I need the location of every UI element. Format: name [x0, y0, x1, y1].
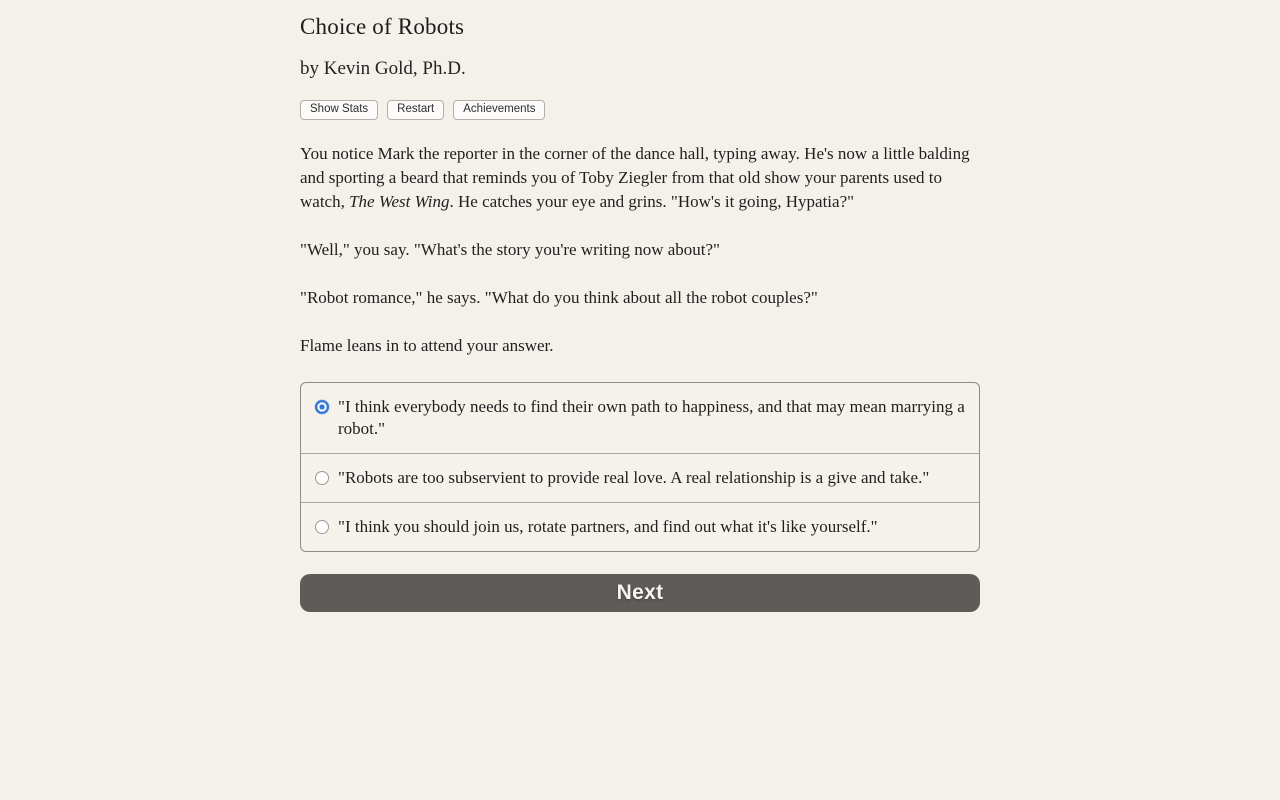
story-paragraph-text: . He catches your eye and grins. "How's it going, Hypatia?": [449, 192, 855, 212]
show-stats-button[interactable]: Show Stats: [300, 100, 378, 120]
story-paragraph: [300, 142, 980, 214]
choice-option-label: "I think you should join us, rotate partners, and find out what it's like yourself.": [338, 517, 878, 537]
game-page: [300, 0, 980, 612]
author-line: by Kevin Gold, Ph.D.: [300, 58, 466, 79]
choice-option-3[interactable]: [301, 502, 979, 551]
story-paragraph: Flame leans in to attend your answer.: [300, 336, 554, 356]
story-text: [300, 142, 980, 358]
choice-option-1[interactable]: [301, 383, 979, 453]
choice-option-label: "Robots are too subservient to provide real love. A real relationship is a give and take.": [338, 468, 930, 488]
next-button[interactable]: Next: [300, 574, 980, 612]
choice-option-label: "I think everybody needs to find their own path to happiness, and that may mean marrying a robot.": [338, 397, 965, 439]
radio-button[interactable]: [315, 471, 329, 485]
toolbar: [300, 100, 980, 120]
story-paragraph-italic-text: The West Wing: [349, 192, 450, 212]
choice-option-2[interactable]: [301, 453, 979, 502]
story-paragraph-text: You notice Mark the reporter in the corner of the dance hall, typing away. He's now a little balding and sporting a beard that reminds you of Toby Ziegler from that old show your parents used to watch,: [300, 144, 970, 212]
page-title: Choice of Robots: [300, 14, 465, 39]
radio-button[interactable]: [315, 520, 329, 534]
achievements-button[interactable]: Achievements: [453, 100, 545, 120]
choices-box: [300, 382, 980, 552]
radio-button-selected[interactable]: [315, 400, 329, 414]
story-paragraph: "Robot romance," he says. "What do you think about all the robot couples?": [300, 288, 818, 308]
story-paragraph: "Well," you say. "What's the story you're writing now about?": [300, 240, 720, 260]
restart-button[interactable]: Restart: [387, 100, 444, 120]
